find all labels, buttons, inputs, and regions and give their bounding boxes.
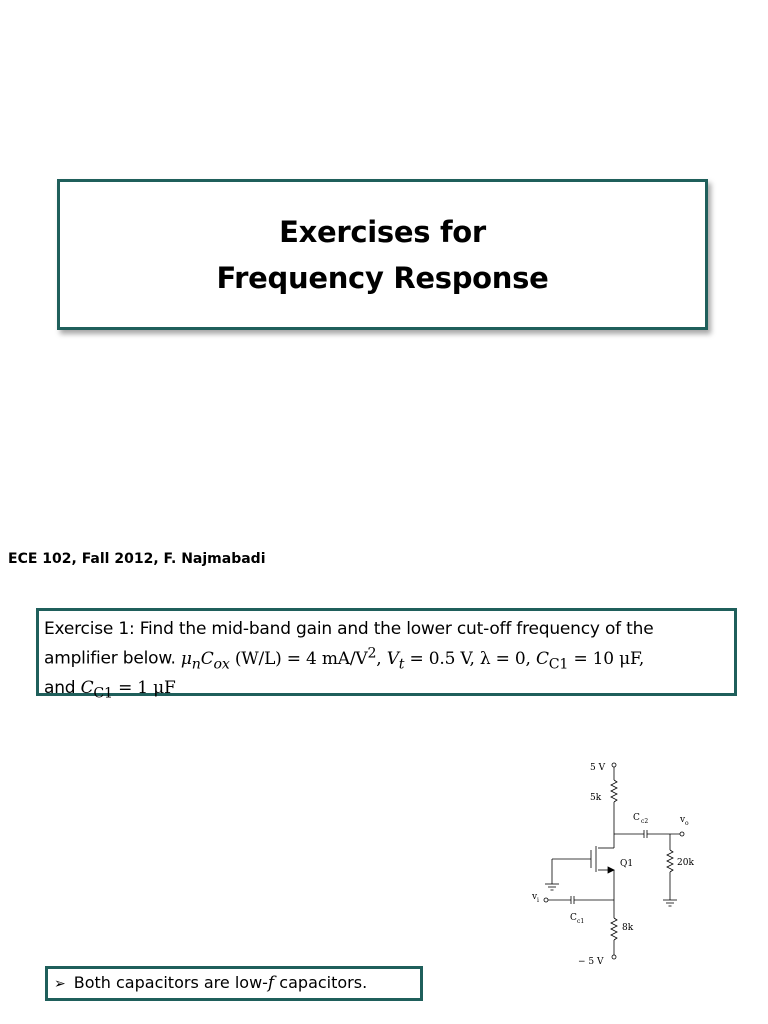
author-line: ECE 102, Fall 2012, F. Najmabadi	[8, 551, 266, 567]
rl-resistor	[667, 850, 673, 872]
exercise-line-1: Exercise 1: Find the mid-band gain and the lower cut-off frequency of the	[44, 619, 654, 639]
q1-label: Q1	[620, 859, 634, 869]
vss-label: − 5 V	[578, 957, 604, 967]
exercise-line-2: amplifier below. $\mu_nC_{ox}$ (W/L) = 4 $mA/V^2$, $V_t = 0.5$ V, λ = 0, $C_{C1} = 10$ μF,	[44, 645, 645, 673]
title-box	[57, 179, 708, 330]
exercise-box	[36, 608, 737, 702]
vo-label-v: v	[680, 815, 686, 825]
vdd-label: 5 V	[590, 763, 606, 773]
math-params: $\mu_nC_{ox}$ (W/L) = 4 $mA/V^2$, $V_t = 0.5$ V, λ = 0, $C_{C1} = 10$ μF,	[180, 645, 645, 673]
rs-label: 8k	[622, 923, 634, 933]
vdd-terminal	[612, 763, 616, 767]
title-line-2: Frequency Response	[216, 260, 549, 295]
cc2-label-c: C	[633, 813, 640, 823]
title-line-1: Exercises for	[279, 214, 486, 249]
rl-label: 20k	[677, 858, 694, 868]
vi-label-v: v	[532, 892, 538, 902]
note-box: ➢ Both capacitors are low-f capacitors.	[45, 966, 423, 1001]
rs-resistor	[611, 918, 617, 940]
vi-label-sub: i	[537, 897, 539, 904]
exercise-line-3: and $C_{C1} = 1$ μF	[44, 678, 176, 702]
rd-resistor	[611, 780, 617, 802]
vi-terminal	[544, 898, 548, 902]
cc2-label-sub: c2	[641, 818, 649, 825]
circuit-diagram	[520, 758, 720, 968]
cc1-label-c: C	[570, 913, 577, 923]
cc1-label-sub: c1	[577, 918, 585, 925]
rd-label: 5k	[590, 793, 602, 803]
vss-terminal	[612, 955, 616, 959]
bullet-arrow-icon: ➢	[54, 976, 66, 992]
vo-terminal	[680, 832, 684, 836]
vo-label-sub: o	[685, 820, 689, 827]
